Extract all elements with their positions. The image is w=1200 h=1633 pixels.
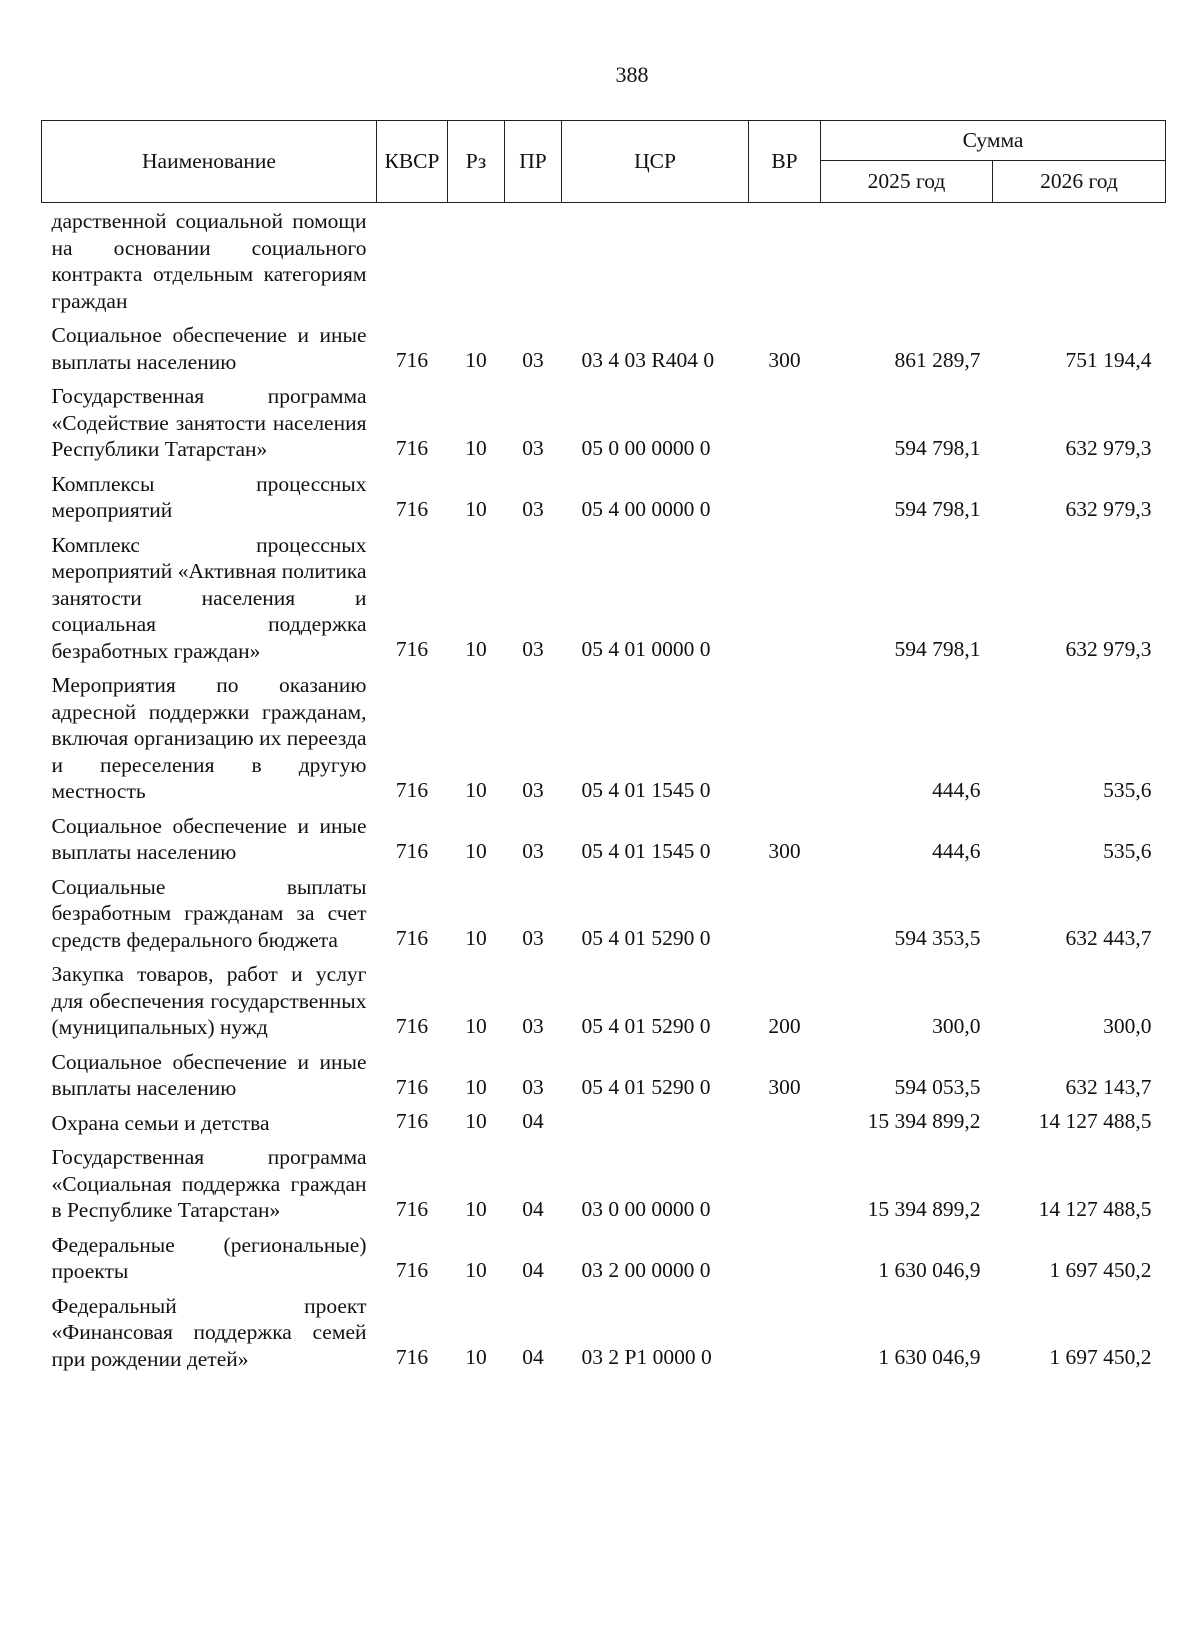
header-year-2026: 2026 год xyxy=(993,161,1166,203)
row-amount-2025: 1 630 046,9 xyxy=(878,1345,981,1369)
row-amount-2025: 861 289,7 xyxy=(894,348,981,372)
row-rz xyxy=(448,203,505,318)
table-row xyxy=(42,667,1166,808)
row-name: Федеральный проект «Финансовая поддержка семей при рождении детей» xyxy=(51,1293,367,1371)
table-row xyxy=(42,956,1166,1044)
row-kvsr: 716 xyxy=(395,1109,429,1133)
row-amount-2026: 751 194,4 xyxy=(1065,348,1152,372)
row-amount-2026: 632 143,7 xyxy=(1065,1074,1152,1099)
row-vr xyxy=(749,1139,821,1227)
table-row xyxy=(42,1105,1166,1140)
row-vr xyxy=(749,466,821,527)
row-amount-2025: 594 053,5 xyxy=(894,1074,981,1099)
header-vr: ВР xyxy=(749,121,821,203)
row-amount-2026: 1 697 450,2 xyxy=(1049,1257,1152,1282)
row-amount-2025: 444,6 xyxy=(932,777,981,802)
row-rz: 10 xyxy=(465,435,487,460)
row-amount-2026: 535,6 xyxy=(1103,838,1152,863)
row-kvsr: 716 xyxy=(395,348,429,372)
row-rz: 10 xyxy=(465,1109,487,1133)
row-vr xyxy=(749,527,821,668)
table-row xyxy=(42,378,1166,466)
row-csr: 05 4 01 5290 0 xyxy=(581,1013,711,1038)
row-amount-2025: 1 630 046,9 xyxy=(878,1257,981,1282)
row-amount-2026: 632 443,7 xyxy=(1065,926,1152,950)
row-name: Комплекс процессных мероприятий «Активная политика занятости населения и социальная поддержка безработных граждан» xyxy=(51,532,367,663)
row-amount-2025: 15 394 899,2 xyxy=(867,1196,981,1221)
row-csr: 05 4 00 0000 0 xyxy=(581,496,711,521)
row-pr: 03 xyxy=(522,926,544,950)
row-csr xyxy=(562,203,749,318)
row-kvsr: 716 xyxy=(395,926,429,950)
row-amount-2026: 632 979,3 xyxy=(1065,435,1152,460)
row-amount-2025: 594 798,1 xyxy=(894,637,981,661)
row-pr: 04 xyxy=(522,1345,544,1369)
row-csr: 05 4 01 1545 0 xyxy=(581,777,711,802)
row-vr: 200 xyxy=(768,1013,801,1038)
table-row xyxy=(42,1139,1166,1227)
row-vr xyxy=(749,1227,821,1288)
row-name: Государственная программа «Социальная поддержка граждан в Республике Татарстан» xyxy=(51,1145,367,1222)
row-name: Социальное обеспечение и иные выплаты населению xyxy=(51,323,367,374)
header-sum: Сумма xyxy=(821,121,1166,161)
row-amount-2026: 1 697 450,2 xyxy=(1049,1345,1152,1369)
row-rz: 10 xyxy=(465,637,487,661)
table-body xyxy=(42,203,1166,1376)
row-pr: 03 xyxy=(522,777,544,802)
row-csr: 05 4 01 0000 0 xyxy=(581,637,711,661)
row-rz: 10 xyxy=(465,1345,487,1369)
table-row xyxy=(42,1044,1166,1105)
row-amount-2026: 632 979,3 xyxy=(1065,637,1152,661)
row-name: Мероприятия по оказанию адресной поддержки гражданам, включая организацию их переезда и переселения в другую местность xyxy=(51,673,367,803)
row-csr: 03 2 P1 0000 0 xyxy=(581,1345,712,1369)
table-row xyxy=(42,808,1166,869)
row-rz: 10 xyxy=(465,348,487,372)
row-vr xyxy=(749,667,821,808)
row-vr xyxy=(749,1105,821,1140)
row-name: Закупка товаров, работ и услуг для обеспечения государственных (муниципальных) нужд xyxy=(51,962,367,1039)
row-amount-2026 xyxy=(993,203,1166,318)
row-name: Социальные выплаты безработным гражданам за счет средств федерального бюджета xyxy=(51,874,367,952)
header-rz: Рз xyxy=(448,121,505,203)
row-amount-2025: 444,6 xyxy=(932,838,981,863)
row-rz: 10 xyxy=(465,777,487,802)
row-csr xyxy=(562,1105,749,1140)
row-name: Социальное обеспечение и иные выплаты населению xyxy=(51,813,367,864)
row-csr: 05 4 01 1545 0 xyxy=(581,838,711,863)
row-rz: 10 xyxy=(465,1196,487,1221)
row-pr: 04 xyxy=(522,1109,544,1133)
row-name: Федеральные (региональные) проекты xyxy=(51,1232,367,1283)
row-pr: 03 xyxy=(522,348,544,372)
row-kvsr: 716 xyxy=(395,1013,429,1038)
row-name: дарственной социальной помощи на основании социального контракта отдельным категориям граждан xyxy=(51,209,367,313)
header-pr: ПР xyxy=(505,121,562,203)
row-vr xyxy=(749,203,821,318)
row-vr xyxy=(749,1288,821,1376)
row-amount-2025: 594 798,1 xyxy=(894,435,981,460)
row-pr: 03 xyxy=(522,637,544,661)
table-row xyxy=(42,466,1166,527)
row-amount-2026: 300,0 xyxy=(1103,1013,1152,1038)
table-row xyxy=(42,869,1166,957)
row-kvsr: 716 xyxy=(395,777,429,802)
row-amount-2026: 14 127 488,5 xyxy=(1038,1196,1152,1221)
table-row xyxy=(42,203,1166,318)
row-kvsr: 716 xyxy=(395,1074,429,1099)
row-csr: 03 2 00 0000 0 xyxy=(581,1257,711,1282)
row-pr xyxy=(505,203,562,318)
row-kvsr: 716 xyxy=(395,435,429,460)
row-rz: 10 xyxy=(465,496,487,521)
header-year-2025: 2025 год xyxy=(821,161,993,203)
row-pr: 03 xyxy=(522,435,544,460)
table-row xyxy=(42,527,1166,668)
row-pr: 03 xyxy=(522,838,544,863)
row-kvsr: 716 xyxy=(395,1257,429,1282)
row-kvsr: 716 xyxy=(395,838,429,863)
row-amount-2026: 632 979,3 xyxy=(1065,496,1152,521)
row-vr: 300 xyxy=(768,348,801,372)
row-amount-2025: 594 353,5 xyxy=(894,926,981,950)
row-csr: 05 0 00 0000 0 xyxy=(581,435,711,460)
row-name: Социальное обеспечение и иные выплаты населению xyxy=(51,1049,367,1100)
row-name: Комплексы процессных мероприятий xyxy=(51,471,367,522)
row-pr: 04 xyxy=(522,1257,544,1282)
table-row xyxy=(42,1288,1166,1376)
row-name: Охрана семьи и детства xyxy=(51,1110,270,1135)
row-pr: 03 xyxy=(522,1074,544,1099)
row-rz: 10 xyxy=(465,1013,487,1038)
table-header xyxy=(42,121,1166,203)
row-kvsr: 716 xyxy=(395,637,429,661)
row-amount-2025: 300,0 xyxy=(932,1013,981,1038)
row-amount-2025: 594 798,1 xyxy=(894,496,981,521)
page-number: 388 xyxy=(615,62,649,87)
table-row xyxy=(42,317,1166,378)
row-csr: 03 4 03 R404 0 xyxy=(581,348,715,372)
row-rz: 10 xyxy=(465,838,487,863)
row-rz: 10 xyxy=(465,926,487,950)
row-kvsr: 716 xyxy=(395,496,429,521)
row-vr xyxy=(749,378,821,466)
row-rz: 10 xyxy=(465,1074,487,1099)
table-row xyxy=(42,1227,1166,1288)
row-pr: 03 xyxy=(522,496,544,521)
row-rz: 10 xyxy=(465,1257,487,1282)
row-pr: 04 xyxy=(522,1196,544,1221)
row-csr: 05 4 01 5290 0 xyxy=(581,926,711,950)
row-kvsr: 716 xyxy=(395,1196,429,1221)
row-name: Государственная программа «Содействие занятости населения Республики Татарстан» xyxy=(51,384,367,461)
row-kvsr: 716 xyxy=(395,1345,429,1369)
row-vr xyxy=(749,869,821,957)
row-pr: 03 xyxy=(522,1013,544,1038)
row-csr: 05 4 01 5290 0 xyxy=(581,1074,711,1099)
header-name: Наименование xyxy=(42,121,377,203)
row-amount-2026: 14 127 488,5 xyxy=(1038,1109,1152,1133)
row-amount-2026: 535,6 xyxy=(1103,777,1152,802)
row-vr: 300 xyxy=(768,838,801,863)
row-csr: 03 0 00 0000 0 xyxy=(581,1196,711,1221)
header-kvsr: КВСР xyxy=(377,121,448,203)
row-amount-2025 xyxy=(821,203,993,318)
header-csr: ЦСР xyxy=(562,121,749,203)
row-vr: 300 xyxy=(768,1074,801,1099)
row-amount-2025: 15 394 899,2 xyxy=(867,1109,981,1133)
budget-table xyxy=(41,120,1166,1375)
row-kvsr xyxy=(377,203,448,318)
